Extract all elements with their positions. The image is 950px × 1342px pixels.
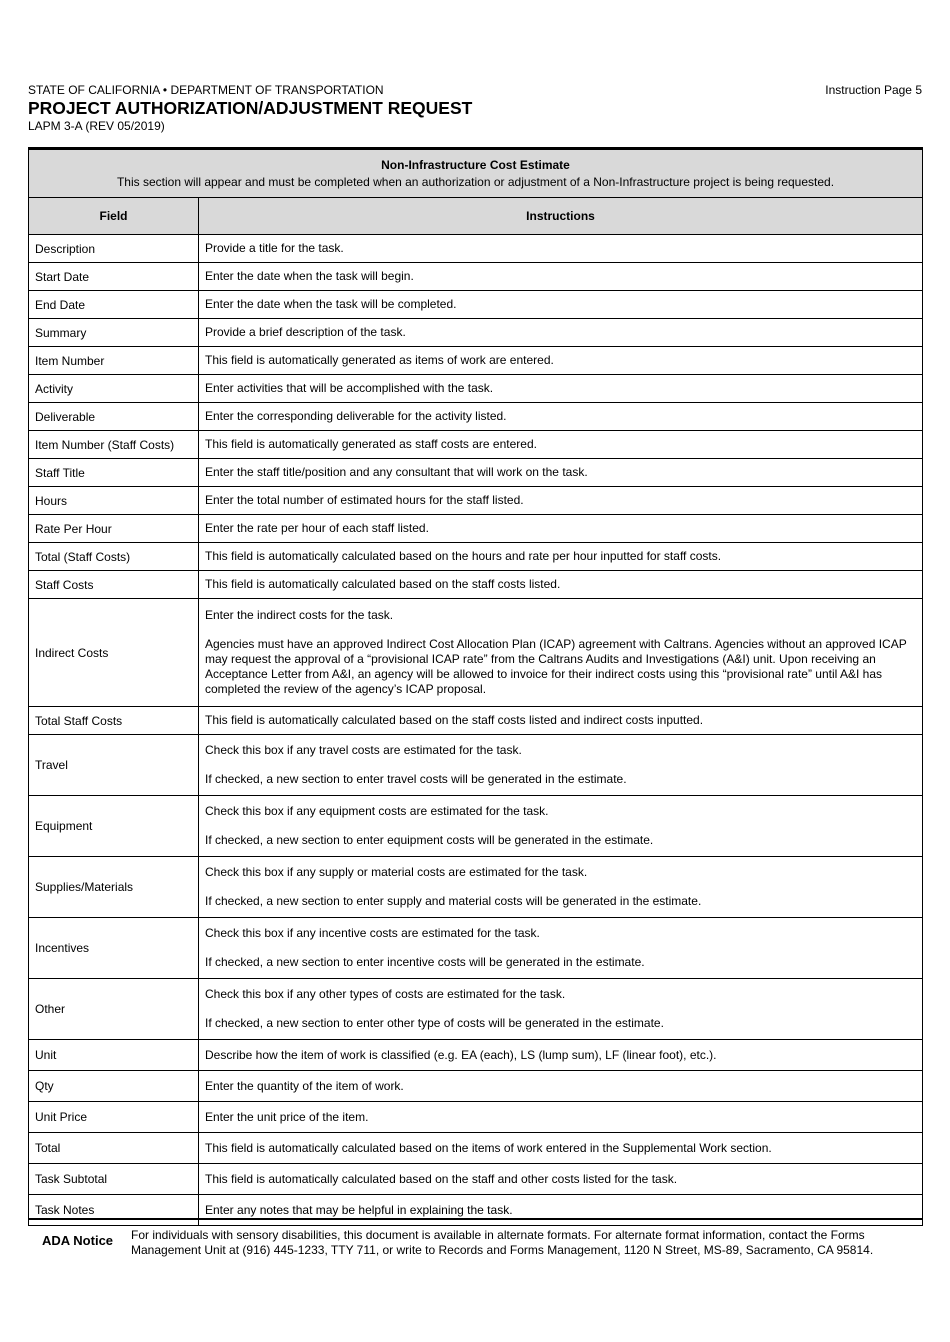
- table-row: [29, 515, 923, 543]
- field-instructions: [199, 1071, 923, 1102]
- field-instructions: [199, 515, 923, 543]
- instructions-table: [28, 147, 923, 1226]
- column-header-row: [29, 198, 923, 235]
- instruction-paragraph: Provide a brief description of the task.: [205, 325, 406, 339]
- field-instructions: [199, 403, 923, 431]
- table-row: [29, 543, 923, 571]
- table-row: [29, 347, 923, 375]
- column-header-instructions: Instructions: [199, 198, 923, 235]
- table-row: [29, 918, 923, 979]
- field-name: Staff Title: [29, 459, 199, 487]
- field-name: Total Staff Costs: [29, 707, 199, 735]
- field-instructions: [199, 375, 923, 403]
- field-instructions: [199, 263, 923, 291]
- instruction-paragraph: Enter the staff title/position and any consultant that will work on the task.: [205, 465, 588, 479]
- field-name: Item Number: [29, 347, 199, 375]
- field-instructions: [199, 735, 923, 796]
- instruction-paragraph: Enter the corresponding deliverable for the activity listed.: [205, 409, 507, 423]
- table-row: [29, 375, 923, 403]
- instruction-paragraph: Enter the date when the task will begin.: [205, 269, 414, 283]
- instruction-paragraph: Enter any notes that may be helpful in explaining the task.: [205, 1202, 513, 1217]
- table-row: [29, 487, 923, 515]
- page-number: Instruction Page 5: [825, 83, 922, 97]
- field-name: Activity: [29, 375, 199, 403]
- field-instructions: [199, 459, 923, 487]
- instruction-paragraph: Describe how the item of work is classified (e.g. EA (each), LS (lump sum), LF (linear foot), etc.).: [205, 1047, 717, 1062]
- table-row: [29, 403, 923, 431]
- field-instructions: [199, 1164, 923, 1195]
- section-header: [29, 149, 923, 198]
- instruction-paragraph: Check this box if any incentive costs are estimated for the task.: [205, 926, 540, 940]
- field-instructions: [199, 571, 923, 599]
- page-title: PROJECT AUTHORIZATION/ADJUSTMENT REQUEST: [28, 98, 473, 118]
- field-instructions: [199, 543, 923, 571]
- field-instructions: [199, 291, 923, 319]
- instruction-paragraph: Check this box if any other types of costs are estimated for the task.: [205, 987, 566, 1001]
- table-row: [29, 431, 923, 459]
- field-instructions: [199, 979, 923, 1040]
- field-name: Other: [29, 979, 199, 1040]
- instruction-paragraph: Enter the indirect costs for the task.: [205, 608, 394, 622]
- instruction-paragraph: Provide a title for the task.: [205, 241, 344, 255]
- table-row: [29, 979, 923, 1040]
- instruction-paragraph: Enter the quantity of the item of work.: [205, 1078, 404, 1093]
- field-name: End Date: [29, 291, 199, 319]
- table-row: [29, 459, 923, 487]
- ada-notice: [28, 1218, 922, 1258]
- field-name: Summary: [29, 319, 199, 347]
- instruction-paragraph: Enter the unit price of the item.: [205, 1109, 369, 1124]
- field-name: Rate Per Hour: [29, 515, 199, 543]
- field-instructions: [199, 599, 923, 707]
- table-row: [29, 707, 923, 735]
- instruction-paragraph: If checked, a new section to enter incentive costs will be generated in the estimate.: [205, 955, 645, 969]
- field-instructions: [199, 431, 923, 459]
- table-row: [29, 1040, 923, 1071]
- table-row: [29, 1102, 923, 1133]
- field-name: Equipment: [29, 796, 199, 857]
- instruction-paragraph: Enter the rate per hour of each staff listed.: [205, 521, 429, 535]
- ada-notice-text: For individuals with sensory disabilities, this document is available in alternate formats. For alternate format information, contact the Forms Management Unit at (916) 445-1233, TTY 711, or write to Records and Forms Management, 1120 N Street, MS-89, Sacramento, CA 95814.: [131, 1228, 874, 1257]
- table-row: [29, 263, 923, 291]
- table-row: [29, 1071, 923, 1102]
- section-title: Non-Infrastructure Cost Estimate: [381, 157, 570, 172]
- field-name: Indirect Costs: [29, 599, 199, 707]
- field-name: Travel: [29, 735, 199, 796]
- field-instructions: [199, 487, 923, 515]
- field-instructions: [199, 1040, 923, 1071]
- table-row: [29, 1133, 923, 1164]
- agency-name: STATE OF CALIFORNIA • DEPARTMENT OF TRANSPORTATION: [28, 83, 384, 97]
- instruction-paragraph: This field is automatically calculated based on the staff and other costs listed for the task.: [205, 1171, 678, 1186]
- ada-notice-label: ADA Notice: [42, 1233, 114, 1248]
- table-row: [29, 735, 923, 796]
- field-name: Unit Price: [29, 1102, 199, 1133]
- instruction-paragraph: This field is automatically calculated based on the staff costs listed and indirect costs inputted.: [205, 713, 704, 727]
- field-name: Description: [29, 235, 199, 263]
- table-body: [29, 235, 923, 1226]
- field-name: Staff Costs: [29, 571, 199, 599]
- instruction-paragraph: This field is automatically calculated based on the items of work entered in the Supplemental Work section.: [205, 1140, 772, 1155]
- field-instructions: [199, 857, 923, 918]
- instruction-paragraph: Enter the total number of estimated hours for the staff listed.: [205, 493, 524, 507]
- section-subtitle: This section will appear and must be completed when an authorization or adjustment of a Non-Infrastructure project is being requested.: [116, 174, 835, 189]
- instruction-paragraph: If checked, a new section to enter equipment costs will be generated in the estimate.: [205, 833, 654, 847]
- table-row: [29, 235, 923, 263]
- field-instructions: [199, 1133, 923, 1164]
- instruction-paragraph: This field is automatically calculated based on the staff costs listed.: [205, 577, 561, 591]
- form-code: LAPM 3-A (REV 05/2019): [28, 119, 165, 133]
- field-name: Start Date: [29, 263, 199, 291]
- instruction-paragraph: This field is automatically calculated based on the hours and rate per hour inputted for staff costs.: [205, 549, 722, 563]
- field-name: Qty: [29, 1071, 199, 1102]
- instruction-paragraph: If checked, a new section to enter travel costs will be generated in the estimate.: [205, 772, 627, 786]
- field-name: Total (Staff Costs): [29, 543, 199, 571]
- instruction-paragraph: This field is automatically generated as items of work are entered.: [205, 353, 554, 367]
- table-row: [29, 571, 923, 599]
- instruction-paragraph: Check this box if any travel costs are estimated for the task.: [205, 743, 522, 757]
- field-instructions: [199, 347, 923, 375]
- section-header-row: [29, 149, 923, 198]
- field-name: Task Notes: [29, 1195, 199, 1226]
- instruction-paragraph: This field is automatically generated as staff costs are entered.: [205, 437, 537, 451]
- field-name: Item Number (Staff Costs): [29, 431, 199, 459]
- field-name: Total: [29, 1133, 199, 1164]
- field-name: Deliverable: [29, 403, 199, 431]
- field-name: Hours: [29, 487, 199, 515]
- field-instructions: [199, 1102, 923, 1133]
- table-row: [29, 599, 923, 707]
- table-row: [29, 1164, 923, 1195]
- instruction-paragraph: Enter the date when the task will be completed.: [205, 297, 457, 311]
- table-row: [29, 291, 923, 319]
- field-name: Incentives: [29, 918, 199, 979]
- table-row: [29, 319, 923, 347]
- field-name: Task Subtotal: [29, 1164, 199, 1195]
- table-row: [29, 796, 923, 857]
- field-instructions: [199, 918, 923, 979]
- field-instructions: [199, 235, 923, 263]
- field-instructions: [199, 796, 923, 857]
- table-row: [29, 857, 923, 918]
- form-header: [28, 83, 472, 134]
- instruction-paragraph: Enter activities that will be accomplished with the task.: [205, 381, 494, 395]
- instruction-paragraph: Check this box if any supply or material costs are estimated for the task.: [205, 865, 588, 879]
- field-name: Unit: [29, 1040, 199, 1071]
- instruction-paragraph: If checked, a new section to enter other type of costs will be generated in the estimate.: [205, 1016, 664, 1030]
- instruction-paragraph: If checked, a new section to enter supply and material costs will be generated in the estimate.: [205, 894, 702, 908]
- instruction-paragraph: Agencies must have an approved Indirect Cost Allocation Plan (ICAP) agreement with Caltrans. Agencies without an approved ICAP may request the approval of a “provisional ICAP rate” from the Caltrans Audits and Investigations (A&I) unit. Upon receiving an Acceptance Letter from A&I, an agency will be allowed to invoice for their indirect costs using this “provisional rate” until A&I has completed the review of the agency’s ICAP proposal.: [205, 637, 907, 696]
- field-instructions: [199, 319, 923, 347]
- column-header-field: Field: [29, 198, 199, 235]
- instruction-paragraph: Check this box if any equipment costs are estimated for the task.: [205, 804, 549, 818]
- field-instructions: [199, 707, 923, 735]
- field-name: Supplies/Materials: [29, 857, 199, 918]
